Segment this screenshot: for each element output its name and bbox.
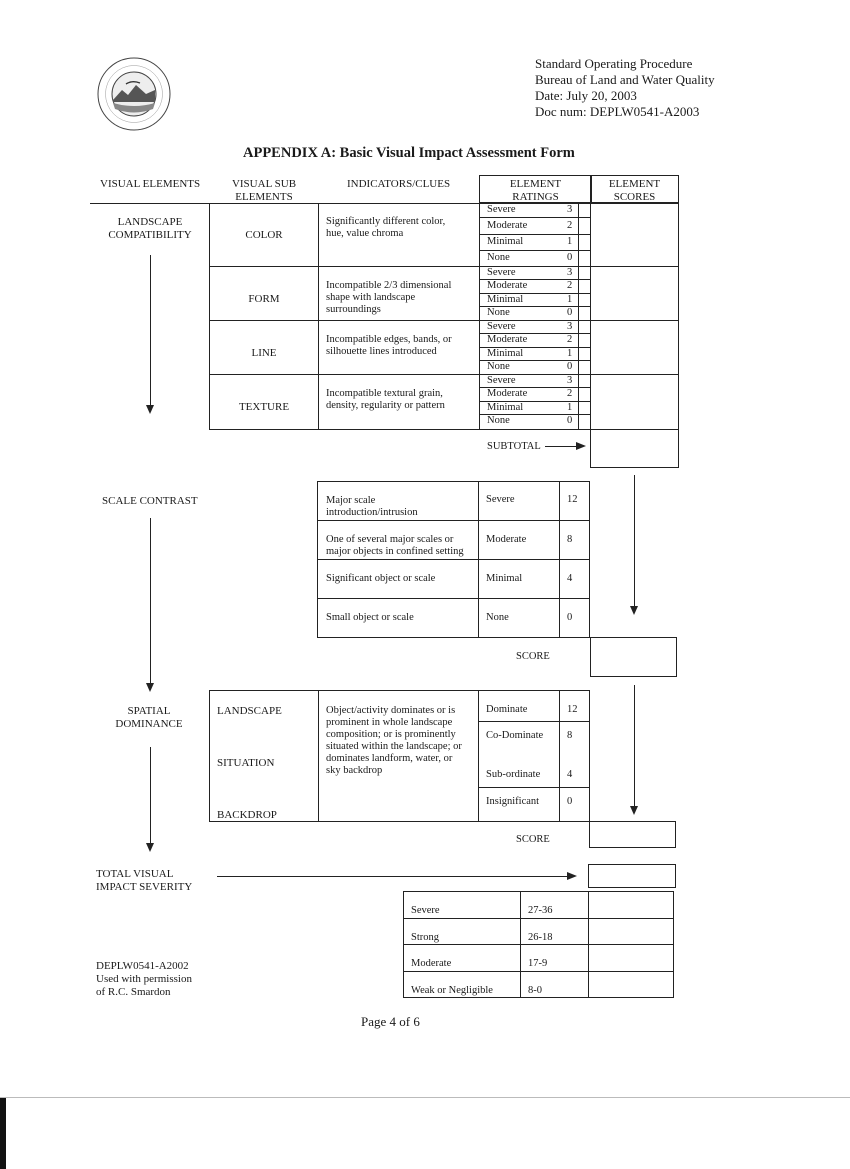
arrow-right-icon [576,442,586,450]
spatial-arrow-shaft [150,747,151,845]
spatial-rating-sep [478,721,590,722]
spatial-clue-line: situated within the landscape; or [326,741,462,752]
scores-arrow-shaft [634,685,635,808]
col-scores-line2: SCORES [613,191,656,203]
spatial-score-box[interactable] [589,821,676,848]
scale-row-sep [317,559,590,560]
rating-label: Moderate [487,280,528,291]
rating-label: Moderate [487,220,528,231]
header-line-3: Date: July 20, 2003 [535,88,637,103]
rating-sep [479,234,590,235]
col-visual-sub-line2: ELEMENTS [235,191,293,203]
spatial-dominance-label [100,705,198,731]
header-line-2: Bureau of Land and Water Quality [535,72,715,87]
severity-label: Strong [411,932,440,943]
rating-value: 3 [567,321,573,332]
scale-clue [326,534,464,558]
landscape-col-line-value [578,203,579,430]
rating-sep [479,250,590,251]
spatial-rating: Co-Dominate [486,730,544,741]
rating-value: 2 [567,220,573,231]
subtotal-score-box[interactable] [590,429,679,468]
rating-label: Minimal [487,402,524,413]
rating-label: Minimal [487,348,524,359]
scan-edge-rule [0,1097,850,1098]
landscape-col-line-sub [318,203,319,430]
severity-range: 8-0 [528,985,542,996]
arrow-down-icon [630,806,638,815]
rating-value: 2 [567,280,573,291]
rating-label: Severe [487,321,516,332]
seal-icon [96,56,172,132]
spatial-sub-landscape: LANDSCAPE [217,705,282,717]
arrow-right-icon [567,872,577,880]
col-element-ratings [479,178,592,204]
sub-element-color: COLOR [245,229,283,241]
department-seal [96,56,172,132]
clue-form-line2: shape with landscape [326,292,416,303]
rating-value: 1 [567,348,573,359]
scale-clue: Significant object or scale [326,573,436,584]
page-title: APPENDIX A: Basic Visual Impact Assessment Form [243,145,575,161]
col-scores-line1: ELEMENT [608,178,661,190]
rating-label: None [487,252,510,263]
spatial-clue-line: sky backdrop [326,765,383,776]
footnote-line1: DEPLW0541-A2002 [96,960,189,972]
sub-element-form: FORM [248,293,280,305]
rating-value: 0 [567,415,573,426]
severity-row-sep [403,918,674,919]
scale-value: 12 [567,494,578,505]
arrow-down-icon [146,683,154,692]
landscape-row-sep [209,266,679,267]
severity-row-sep [403,944,674,945]
total-arrow-shaft [217,876,572,877]
scale-rating: None [486,612,509,623]
rating-label: Moderate [487,334,528,345]
scale-score-box[interactable] [590,637,677,677]
spatial-value: 12 [567,704,578,715]
spatial-score-label: SCORE [516,834,550,845]
landscape-compatibility-label [96,216,204,242]
landscape-col-line-clue [479,203,480,430]
scale-contrast-label: SCALE CONTRAST [102,495,198,507]
scale-clue [326,495,418,519]
severity-range: 26-18 [528,932,553,943]
severity-label: Weak or Negligible [411,985,493,996]
footnote-line2: Used with permission [96,973,192,985]
scale-value: 4 [567,573,573,584]
rating-value: 3 [567,204,573,215]
sub-element-texture: TEXTURE [238,401,290,413]
footnote-line3: of R.C. Smardon [96,986,171,998]
landscape-row-sep [209,374,679,375]
clue-texture [326,388,445,412]
spatial-label-line2: DOMINANCE [115,718,183,730]
rating-label: Severe [487,267,516,278]
spatial-clue-line: composition; or is prominently [326,729,456,740]
total-visual-impact-label [96,868,192,894]
spatial-col-line [478,690,479,822]
rating-label: Minimal [487,236,524,247]
spatial-rating: Insignificant [486,796,540,807]
subtotal-arrow-shaft [545,446,577,447]
clue-line [326,334,452,358]
spatial-rating: Sub-ordinate [486,769,541,780]
landscape-label-line1: LANDSCAPE [117,216,183,228]
scale-value: 0 [567,612,573,623]
rating-label: Moderate [487,388,528,399]
col-ratings-line1: ELEMENT [509,178,562,190]
rating-value: 2 [567,334,573,345]
scale-rating: Minimal [486,573,523,584]
rating-value: 3 [567,375,573,386]
spatial-sub-situation: SITUATION [217,757,275,769]
col-indicators: INDICATORS/CLUES [347,178,451,190]
clue-form-line1: Incompatible 2/3 dimensional [326,280,452,291]
landscape-label-line2: COMPATIBILITY [108,229,192,241]
rating-sep [479,217,590,218]
clue-texture-line2: density, regularity or pattern [326,400,445,411]
total-label-line1: TOTAL VISUAL [96,868,174,880]
arrow-down-icon [630,606,638,615]
spatial-rating: Dominate [486,704,528,715]
rating-value: 1 [567,402,573,413]
col-visual-sub-elements [222,178,306,204]
scale-row-sep [317,598,590,599]
scan-edge-bar [0,1098,6,1169]
sub-element-line: LINE [251,347,277,359]
clue-line-line1: Incompatible edges, bands, or [326,334,452,345]
spatial-clue-line: dominates landform, water, or [326,753,453,764]
landscape-arrow-shaft [150,255,151,407]
rating-value: 1 [567,294,573,305]
col-ratings-line2: RATINGS [512,191,559,203]
clue-color-line2: hue, value chroma [326,228,404,239]
spatial-label-line1: SPATIAL [127,705,171,717]
spatial-value: 0 [567,796,573,807]
rating-value: 1 [567,236,573,247]
scale-row-sep [317,520,590,521]
rating-label: None [487,361,510,372]
scale-rating: Severe [486,494,515,505]
clue-form-line3: surroundings [326,304,381,315]
rating-label: Minimal [487,294,524,305]
scale-clue-line2: introduction/intrusion [326,507,418,518]
spatial-sub-backdrop: BACKDROP [217,809,277,821]
severity-range: 27-36 [528,905,553,916]
spatial-rating-sep [478,787,590,788]
col-visual-sub-line1: VISUAL SUB [231,178,297,190]
total-label-line2: IMPACT SEVERITY [96,881,193,893]
clue-color-line1: Significantly different color, [326,216,446,227]
spatial-value: 8 [567,730,573,741]
clue-line-line2: silhouette lines introduced [326,346,437,357]
header-line-4: Doc num: DEPLW0541-A2003 [535,104,700,119]
spatial-clue-line: prominent in whole landscape [326,717,453,728]
arrow-down-icon [146,405,154,414]
scale-rating: Moderate [486,534,527,545]
clue-color [326,216,445,240]
scale-arrow-shaft [150,518,151,685]
subtotal-label: SUBTOTAL [487,441,541,452]
rating-value: 0 [567,252,573,263]
landscape-row-sep [209,320,679,321]
clue-texture-line1: Incompatible textural grain, [326,388,443,399]
severity-label: Moderate [411,958,452,969]
scale-clue-line2: major objects in confined setting [326,546,464,557]
col-visual-elements: VISUAL ELEMENTS [100,178,201,190]
spatial-col-line [318,690,319,822]
scores-arrow-shaft [634,475,635,608]
severity-label: Severe [411,905,440,916]
footnote [96,960,192,999]
rating-value: 0 [567,307,573,318]
scale-value: 8 [567,534,573,545]
rating-label: None [487,307,510,318]
rating-label: Severe [487,204,516,215]
rating-value: 2 [567,388,573,399]
total-score-box[interactable] [588,864,676,888]
severity-range: 17-9 [528,958,548,969]
page-number: Page 4 of 6 [361,1014,420,1029]
header-line-1: Standard Operating Procedure [535,56,693,71]
spatial-value: 4 [567,769,573,780]
scale-score-label: SCORE [516,651,550,662]
rating-label: Severe [487,375,516,386]
arrow-down-icon [146,843,154,852]
severity-row-sep [403,971,674,972]
rating-value: 3 [567,267,573,278]
col-element-scores [590,178,679,204]
rating-label: None [487,415,510,426]
spatial-col-line [559,690,560,822]
scale-clue-line1: Major scale [326,495,376,506]
rating-value: 0 [567,361,573,372]
spatial-clue-line: Object/activity dominates or is [326,705,456,716]
clue-form [326,280,451,316]
scale-clue: Small object or scale [326,612,414,623]
scale-clue-line1: One of several major scales or [326,534,454,545]
landscape-divider [90,203,210,204]
spatial-clue [326,705,462,777]
